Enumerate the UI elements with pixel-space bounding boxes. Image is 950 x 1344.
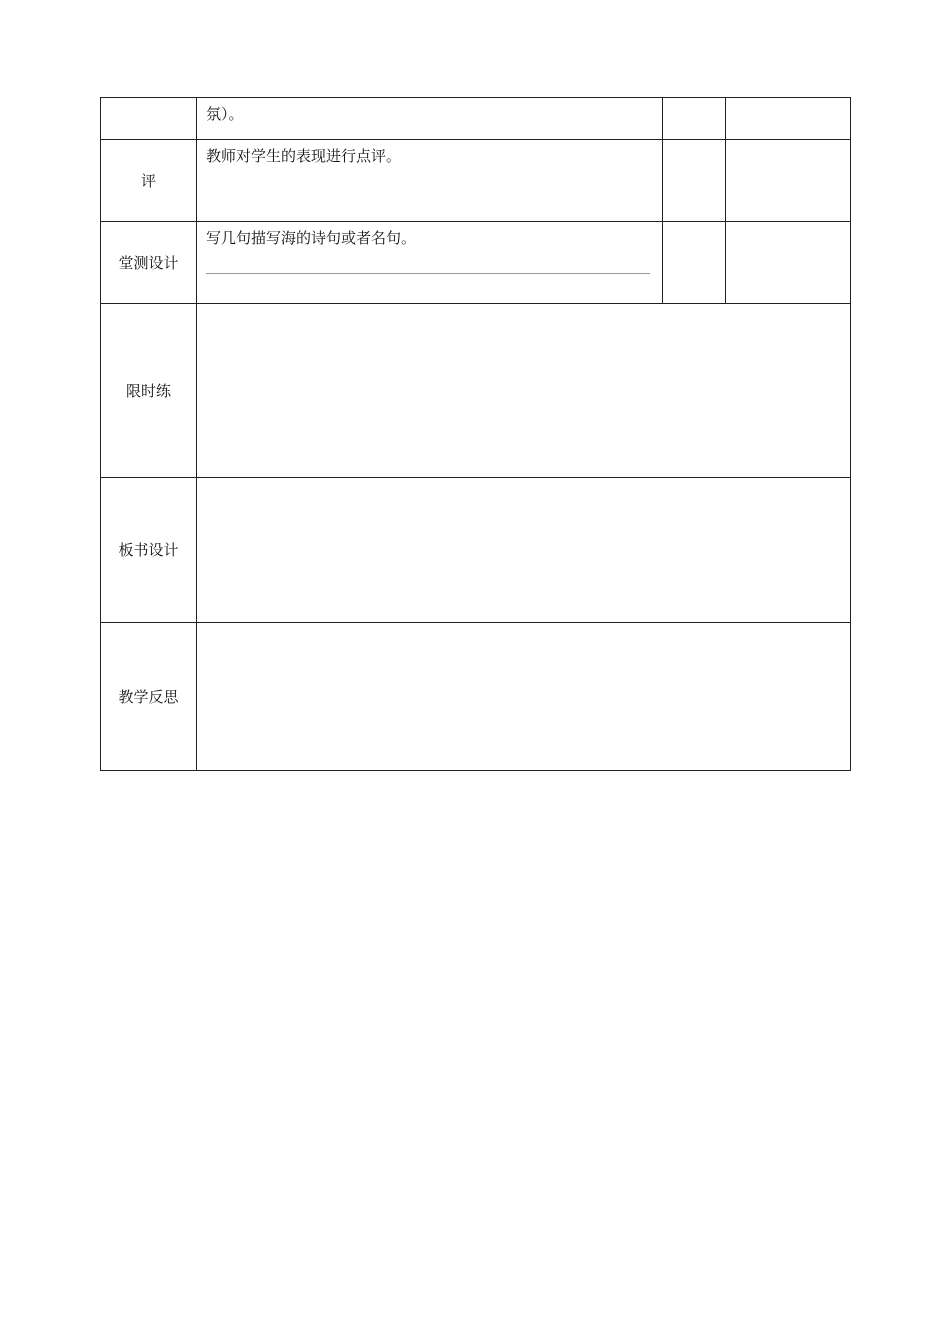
table-row [101,478,851,623]
row-content-class-test [197,222,663,304]
empty-cell [726,140,851,222]
empty-cell [663,222,726,304]
row-content-evaluate: 教师对学生的表现进行点评。 [197,140,663,222]
table-row [101,623,851,771]
empty-cell [663,140,726,222]
table-row [101,222,851,304]
class-test-prompt: 写几句描写海的诗句或者名句。 [206,229,417,247]
row-label-evaluate: 评 [101,140,197,222]
row-content-timed-practice [197,304,851,478]
table-row [101,98,851,140]
row-content-blackboard-design [197,478,851,623]
lesson-plan-table [100,97,851,771]
table-row [101,140,851,222]
empty-cell [726,222,851,304]
table-row [101,304,851,478]
row-content: 氛）。 [197,98,663,140]
answer-blank-line [206,273,650,274]
row-label-teaching-reflection: 教学反思 [101,623,197,771]
row-label-class-test: 堂测设计 [101,222,197,304]
row-label-timed-practice: 限时练 [101,304,197,478]
row-content-teaching-reflection [197,623,851,771]
empty-cell [726,98,851,140]
empty-cell [663,98,726,140]
row-label [101,98,197,140]
row-label-blackboard-design: 板书设计 [101,478,197,623]
